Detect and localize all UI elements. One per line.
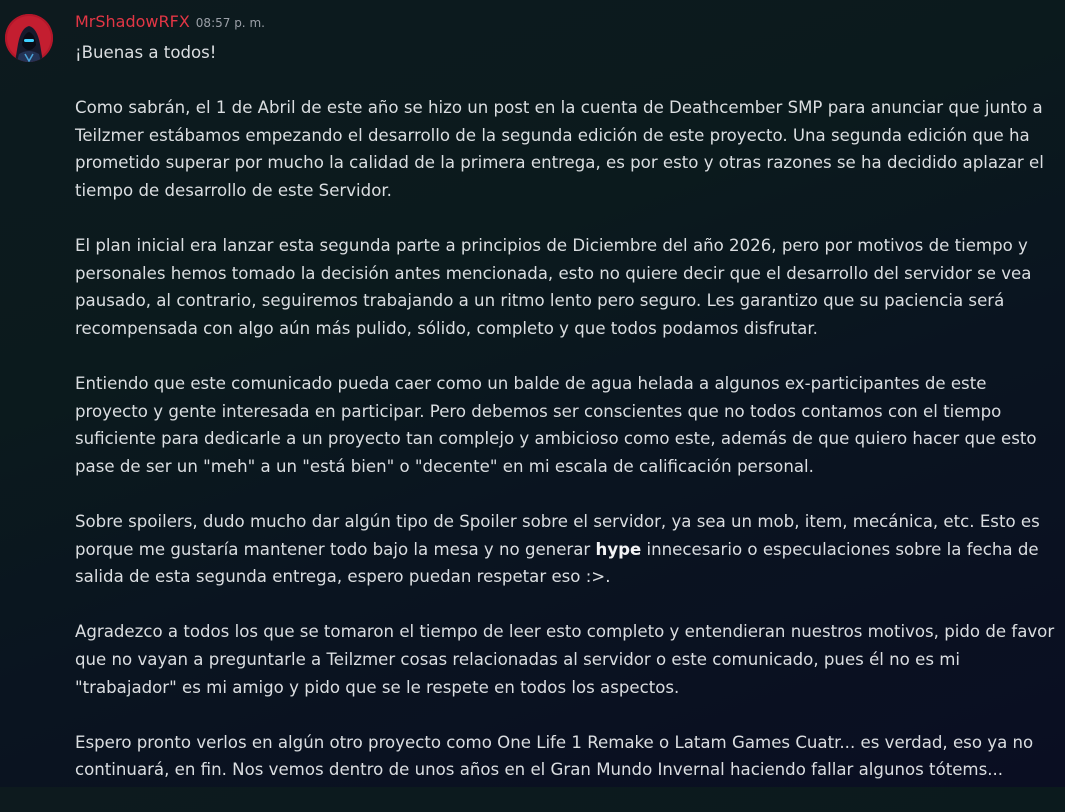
message-header bbox=[75, 12, 265, 38]
hooded-figure-avatar-icon bbox=[5, 14, 53, 62]
message-paragraph: Como sabrán, el 1 de Abril de este año se hizo un post en la cuenta de Deathcember SMP para anunciar que junto a Teilzmer estábamos empezando el desarrollo de la segunda edición de este proyecto. Una segunda edición que ha prometido superar por mucho la calidad de la primera entrega, es por esto y otras razones se ha decidido aplazar el tiempo de desarrollo de este Servidor. bbox=[75, 98, 1044, 200]
message-paragraph: El plan inicial era lanzar esta segunda parte a principios de Diciembre del año 2026, pero por motivos de tiempo y personales hemos tomado la decisión antes mencionada, esto no quiere decir que el desarrollo del servidor se vea pausado, al contrario, seguiremos trabajando a un ritmo lento pero seguro. Les garantizo que su paciencia será recompensada con algo aún más pulido, sólido, completo y que todos podamos disfrutar. bbox=[75, 236, 1032, 338]
message-paragraph: Espero pronto verlos en algún otro proyecto como One Life 1 Remake o Latam Games Cuatr... es verdad, eso ya no continuará, en fin. Nos vemos dentro de unos años en el Gran Mundo Invernal haciendo fallar algunos tótems... bbox=[75, 732, 1034, 780]
message-content bbox=[75, 39, 1060, 812]
paragraph-text: Sobre spoilers, dudo mucho dar algún tipo de Spoiler sobre el servidor, ya sea un mob, item, mecánica, etc. Esto es porque me gustaría mantener todo bajo la mesa y no generar bbox=[75, 512, 1040, 559]
message-timestamp[interactable]: 08:57 p. m. bbox=[195, 16, 265, 30]
bold-text: hype bbox=[595, 539, 642, 559]
paragraph-text: innecesario o especulaciones sobre la fecha de salida de esta segunda entrega, espero puedan respetar eso :>. bbox=[75, 539, 1039, 587]
message-paragraph: Entiendo que este comunicado pueda caer como un balde de agua helada a algunos ex-participantes de este proyecto y gente interesada en participar. Pero debemos ser conscientes que no todos contamos con el tiempo suficiente para dedicarle a un proyecto tan complejo y ambicioso como este, además de que quiero hacer que esto pase de ser un "meh" a un "está bien" o "decente" en mi escala de calificación personal. bbox=[75, 374, 1037, 476]
message-paragraph: Agradezco a todos los que se tomaron el tiempo de leer esto completo y entendieran nuestros motivos, pido de favor que no vayan a preguntarle a Teilzmer cosas relacionadas al servidor o este comunicado, pues él no es mi "trabajador" es mi amigo y pido que se le respete en todos los aspectos. bbox=[75, 622, 1055, 697]
message-paragraph bbox=[75, 508, 1060, 591]
message-greeting: ¡Buenas a todos! bbox=[75, 43, 217, 62]
username[interactable]: MrShadowRFX bbox=[75, 12, 190, 31]
user-avatar[interactable] bbox=[5, 14, 53, 62]
